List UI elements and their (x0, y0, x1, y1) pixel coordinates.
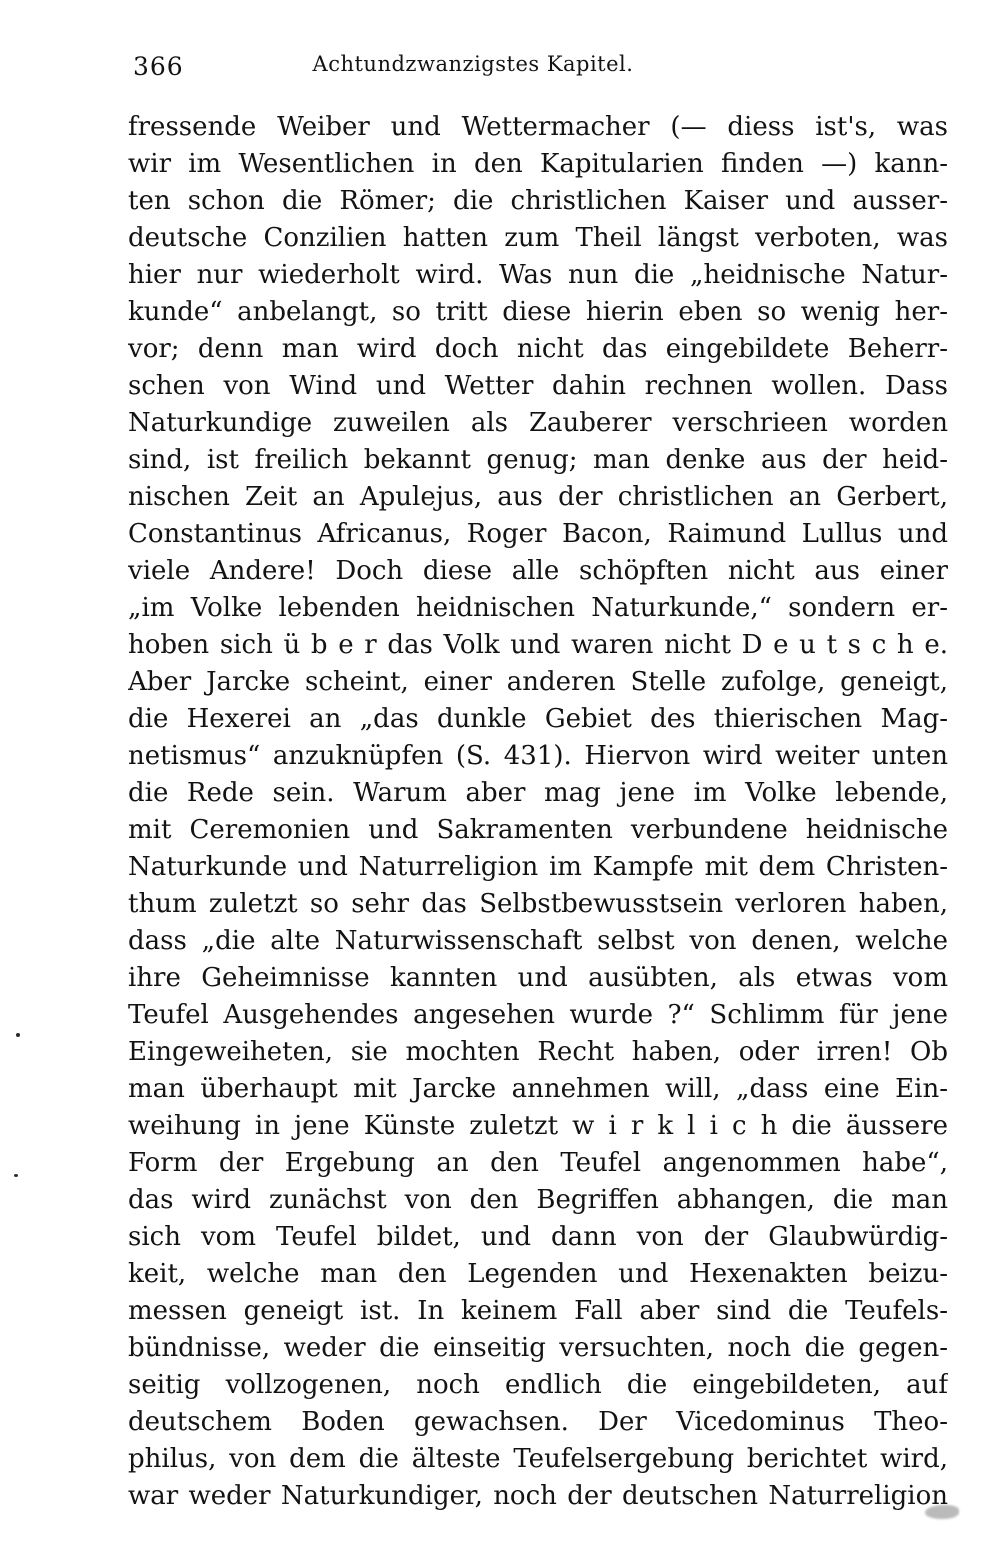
text-line: sind, ist freilich bekannt genug; man denke aus der heid- (128, 445, 948, 475)
running-header-chapter-title: Achtundzwanzigstes Kapitel. (312, 52, 634, 76)
text-line: kunde“ anbelangt, so tritt diese hierin eben so wenig her- (128, 297, 948, 327)
text-line: dass „die alte Naturwissenschaft selbst von denen, welche (128, 926, 948, 956)
body-text-block (128, 109, 948, 1515)
text-line: fressende Weiber und Wettermacher (— diess ist's, was (128, 112, 948, 142)
text-line: das wird zunächst von den Begriffen abhangen, die man (128, 1185, 948, 1215)
text-line: Eingeweiheten, sie mochten Recht haben, oder irren! Ob (128, 1037, 948, 1067)
text-line: deutsche Conzilien hatten zum Theil längst verboten, was (128, 223, 948, 253)
page-number: 366 (133, 52, 184, 81)
text-line: mit Ceremonien und Sakramenten verbundene heidnische (128, 815, 948, 845)
text-line: Form der Ergebung an den Teufel angenommen habe“, (128, 1148, 948, 1178)
text-line: viele Andere! Doch diese alle schöpften nicht aus einer (128, 556, 948, 586)
text-line: die Rede sein. Warum aber mag jene im Volke lebende, (128, 778, 948, 808)
scan-speck-artifact (16, 1033, 20, 1037)
text-line: thum zuletzt so sehr das Selbstbewusstsein verloren haben, (128, 889, 948, 919)
scan-smudge-artifact (925, 1505, 959, 1519)
scan-speck-artifact (14, 1174, 18, 1177)
text-line: Aber Jarcke scheint, einer anderen Stelle zufolge, geneigt, (128, 667, 948, 697)
text-line: deutschem Boden gewachsen. Der Vicedominus Theo- (128, 1407, 948, 1437)
text-line: netismus“ anzuknüpfen (S. 431). Hiervon wird weiter unten (128, 741, 948, 771)
text-line: war weder Naturkundiger, noch der deutschen Naturreligion (128, 1481, 948, 1511)
text-line: Naturkundige zuweilen als Zauberer verschrieen worden (128, 408, 948, 438)
text-line: man überhaupt mit Jarcke annehmen will, „dass eine Ein- (128, 1074, 948, 1104)
text-line: vor; denn man wird doch nicht das eingebildete Beherr- (128, 334, 948, 364)
text-line: messen geneigt ist. In keinem Fall aber sind die Teufels- (128, 1296, 948, 1326)
text-line: Naturkunde und Naturreligion im Kampfe mit dem Christen- (128, 852, 948, 882)
text-line: „im Volke lebenden heidnischen Naturkunde,“ sondern er- (128, 593, 948, 623)
text-line: ihre Geheimnisse kannten und ausübten, als etwas vom (128, 963, 948, 993)
text-line: Constantinus Africanus, Roger Bacon, Raimund Lullus und (128, 519, 948, 549)
text-line: wir im Wesentlichen in den Kapitularien finden —) kann- (128, 149, 948, 179)
text-line: hoben sich ü b e r das Volk und waren nicht D e u t s c h e. (128, 630, 948, 660)
text-line: philus, von dem die älteste Teufelsergebung berichtet wird, (128, 1444, 948, 1474)
text-line: seitig vollzogenen, noch endlich die eingebildeten, auf (128, 1370, 948, 1400)
text-line: Teufel Ausgehendes angesehen wurde ?“ Schlimm für jene (128, 1000, 948, 1030)
text-line: weihung in jene Künste zuletzt w i r k l i c h die äussere (128, 1111, 948, 1141)
text-line: die Hexerei an „das dunkle Gebiet des thierischen Mag- (128, 704, 948, 734)
text-line: ten schon die Römer; die christlichen Kaiser und ausser- (128, 186, 948, 216)
text-line: nischen Zeit an Apulejus, aus der christlichen an Gerbert, (128, 482, 948, 512)
text-line: sich vom Teufel bildet, und dann von der Glaubwürdig- (128, 1222, 948, 1252)
text-line: schen von Wind und Wetter dahin rechnen wollen. Dass (128, 371, 948, 401)
text-line: bündnisse, weder die einseitig versuchten, noch die gegen- (128, 1333, 948, 1363)
text-line: hier nur wiederholt wird. Was nun die „heidnische Natur- (128, 260, 948, 290)
text-line: keit, welche man den Legenden und Hexenakten beizu- (128, 1259, 948, 1289)
